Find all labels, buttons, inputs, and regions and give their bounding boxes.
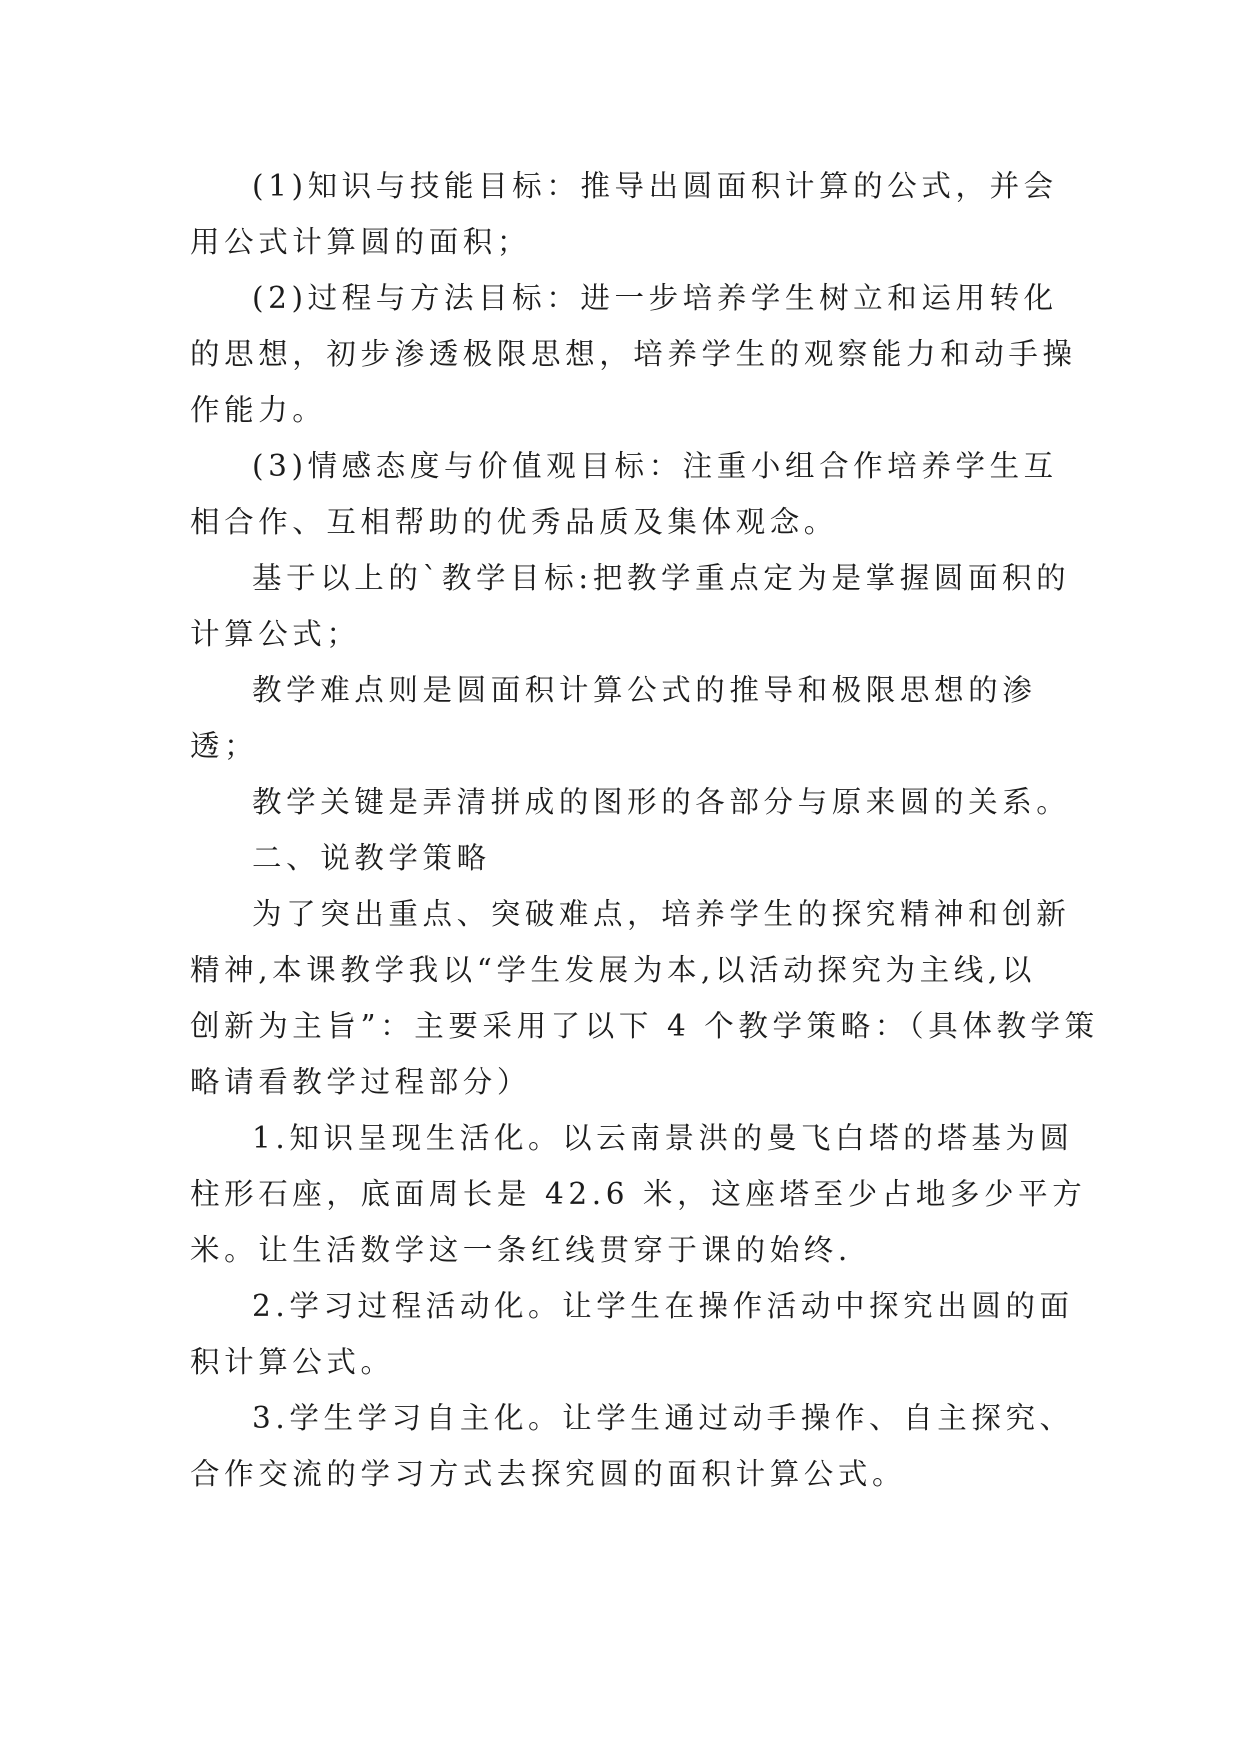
objective-1-line-1: (1)知识与技能目标：推导出圆面积计算的公式，并会 <box>252 169 1058 203</box>
objective-1-line-2: 用公式计算圆的面积； <box>190 225 532 259</box>
strategy-2-line-1: 2.学习过程活动化。让学生在操作活动中探究出圆的面 <box>252 1289 1074 1323</box>
strategy-2-line-2: 积计算公式。 <box>190 1345 395 1379</box>
strategy-intro-line-3: 创新为主旨”：主要采用了以下 4 个教学策略：（具体教学策 <box>190 1009 1099 1043</box>
difficult-point-line-1: 教学难点则是圆面积计算公式的推导和极限思想的渗 <box>252 673 1037 707</box>
strategy-3-line-1: 3.学生学习自主化。让学生通过动手操作、自主探究、 <box>252 1401 1074 1435</box>
objective-2-line-2: 的思想，初步渗透极限思想，培养学生的观察能力和动手操 <box>190 337 1077 371</box>
objective-2-line-1: (2)过程与方法目标：进一步培养学生树立和运用转化 <box>252 281 1058 315</box>
strategy-1-line-1: 1.知识呈现生活化。以云南景洪的曼飞白塔的塔基为圆 <box>252 1121 1074 1155</box>
strategy-1-line-3: 米。让生活数学这一条红线贯穿于课的始终. <box>190 1233 852 1267</box>
objective-2-line-3: 作能力。 <box>190 393 327 427</box>
objective-3-line-2: 相合作、互相帮助的优秀品质及集体观念。 <box>190 505 838 539</box>
strategy-1-line-2: 柱形石座，底面周长是 42.6 米，这座塔至少占地多少平方 <box>190 1177 1087 1211</box>
strategy-intro-line-1: 为了突出重点、突破难点，培养学生的探究精神和创新 <box>252 897 1071 931</box>
strategy-intro-line-2: 精神,本课教学我以“学生发展为本,以活动探究为主线,以 <box>190 953 1036 987</box>
key-point-line-1: 基于以上的`教学目标:把教学重点定为是掌握圆面积的 <box>252 561 1071 595</box>
section-heading: 二、说教学策略 <box>252 841 491 875</box>
strategy-intro-line-4: 略请看教学过程部分） <box>190 1065 532 1099</box>
objective-3-line-1: (3)情感态度与价值观目标：注重小组合作培养学生互 <box>252 449 1058 483</box>
key-point-line-2: 计算公式； <box>190 617 361 651</box>
teaching-key-paragraph: 教学关键是弄清拼成的图形的各部分与原来圆的关系。 <box>252 785 1071 819</box>
strategy-3-line-2: 合作交流的学习方式去探究圆的面积计算公式。 <box>190 1457 907 1491</box>
difficult-point-line-2: 透； <box>190 729 259 763</box>
